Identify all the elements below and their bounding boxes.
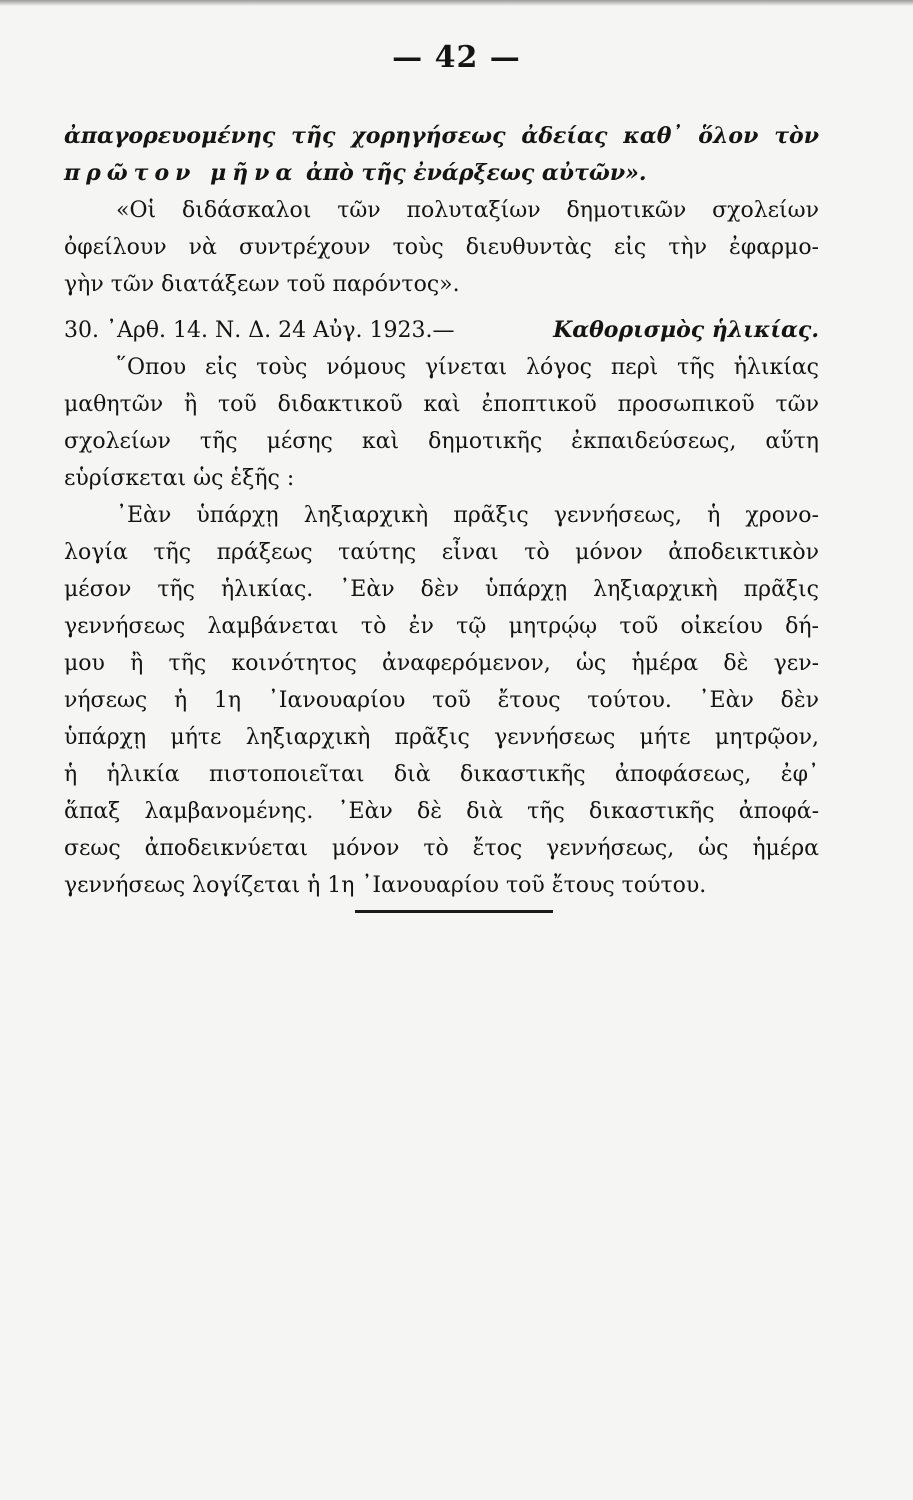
text-line: σεως ἀποδεικνύεται μόνον τὸ ἔτος γεννήσεως, ὡς ἡμέρα — [64, 836, 819, 861]
text-line: γεννήσεως λαμβάνεται τὸ ἐν τῷ μητρῴῳ τοῦ οἰκείου δή- — [64, 614, 819, 639]
text-line — [64, 155, 819, 192]
article-title: Καθορισμὸς ἡλικίας. — [553, 317, 819, 343]
page-number: — 42 — — [392, 40, 521, 75]
text-line: ἅπαξ λαμβανομένης. ᾿Εὰν δὲ διὰ τῆς δικαστικῆς ἀποφά- — [64, 799, 819, 824]
text-line: μου ἢ τῆς κοινότητος ἀναφερόμενον, ὡς ἡμέρα δὲ γεν- — [64, 651, 819, 676]
text-line: γὴν τῶν διατάξεων τοῦ παρόντος». — [64, 272, 460, 297]
page-top-edge — [0, 0, 913, 6]
text-line: ἀπαγορευομένης τῆς χορηγήσεως ἀδείας καθ᾿ ὅλον τὸν — [64, 123, 819, 149]
text-line: «Οἱ διδάσκαλοι τῶν πολυταξίων δημοτικῶν σχολείων — [116, 198, 819, 223]
text-line: ῞Οπου εἰς τοὺς νόμους γίνεται λόγος περὶ τῆς ἡλικίας — [116, 355, 819, 380]
section-divider — [355, 910, 553, 913]
article-section — [64, 312, 819, 904]
text-line: ἡ ἡλικία πιστοποιεῖται διὰ δικαστικῆς ἀποφάσεως, ἐφ᾿ — [64, 762, 819, 787]
emphasized-phrase: πρῶτον μῆνα — [64, 160, 299, 186]
article-heading — [64, 312, 819, 349]
text-line: σχολείων τῆς μέσης καὶ δημοτικῆς ἐκπαιδεύσεως, αὕτη — [64, 429, 819, 454]
continued-paragraph — [64, 118, 819, 303]
text-line: λογία τῆς πράξεως ταύτης εἶναι τὸ μόνον ἀποδεικτικὸν — [64, 540, 819, 565]
text-line: εὑρίσκεται ὡς ἑξῆς : — [64, 466, 295, 491]
text-line: γεννήσεως λογίζεται ἡ 1η ᾿Ιανουαρίου τοῦ ἔτους τούτου. — [64, 873, 707, 898]
text-line: ὀφείλουν νὰ συντρέχουν τοὺς διευθυντὰς εἰς τὴν ἐφαρμο- — [64, 235, 819, 260]
text-line: μέσον τῆς ἡλικίας. ᾿Εὰν δὲν ὑπάρχῃ ληξιαρχικὴ πρᾶξις — [64, 577, 819, 602]
text-line: μαθητῶν ἢ τοῦ διδακτικοῦ καὶ ἐποπτικοῦ προσωπικοῦ τῶν — [64, 392, 819, 417]
article-body — [64, 349, 819, 904]
text-line: νήσεως ἡ 1η ᾿Ιανουαρίου τοῦ ἔτους τούτου. ᾿Εὰν δὲν — [64, 688, 819, 713]
article-reference: 30. ᾿Αρθ. 14. Ν. Δ. 24 Αὐγ. 1923.— — [64, 318, 455, 343]
text-span: ἀπὸ τῆς ἐνάρξεως αὐτῶν». — [306, 160, 647, 186]
text-line: ᾿Εὰν ὑπάρχῃ ληξιαρχικὴ πρᾶξις γεννήσεως, ἡ χρονο- — [116, 503, 819, 528]
text-line: ὑπάρχῃ μήτε ληξιαρχικὴ πρᾶξις γεννήσεως μήτε μητρῷον, — [64, 725, 819, 750]
